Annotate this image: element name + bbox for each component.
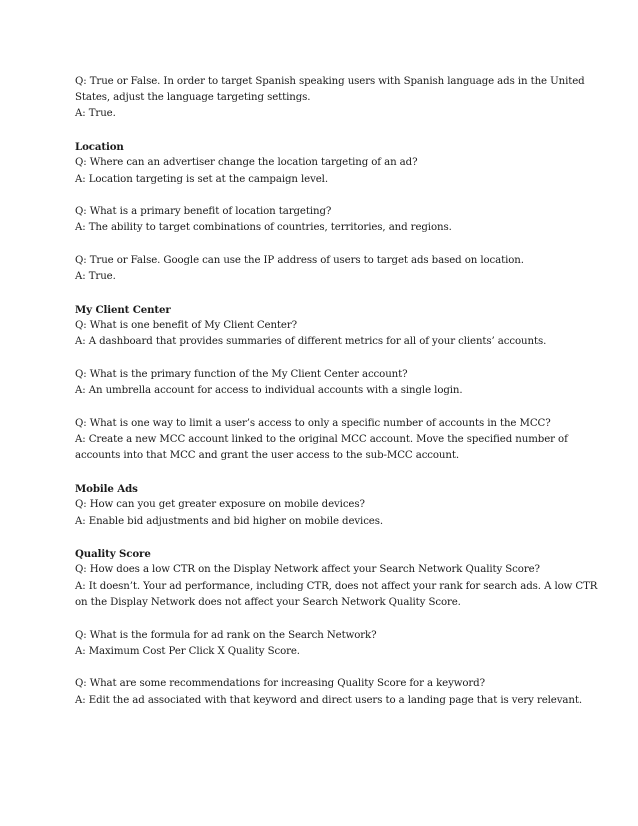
answer-text: A: An umbrella account for access to individual accounts with a single login.	[75, 385, 463, 397]
question-text: Q: How does a low CTR on the Display Network affect your Search Network Quality Score?	[75, 564, 540, 576]
qa-block	[75, 628, 598, 660]
question-text: Q: What is the formula for ad rank on the Search Network?	[75, 629, 377, 641]
qa-block	[75, 74, 598, 123]
question-text: Q: How can you get greater exposure on mobile devices?	[75, 499, 365, 511]
question-text: Q: True or False. In order to target Spanish speaking users with Spanish language ads in the United States, adjust the language targeting settings.	[75, 76, 585, 104]
qa-block	[75, 481, 598, 530]
qa-block	[75, 367, 598, 399]
answer-text: A: Edit the ad associated with that keyword and direct users to a landing page that is very relevant.	[75, 694, 582, 706]
answer-text: A: Maximum Cost Per Click X Quality Score.	[75, 645, 300, 657]
qa-block	[75, 302, 598, 351]
qa-block	[75, 546, 598, 611]
answer-text: A: True.	[75, 108, 116, 120]
qa-block	[75, 139, 598, 188]
question-text: Q: What is a primary benefit of location targeting?	[75, 206, 332, 218]
question-text: Q: What are some recommendations for increasing Quality Score for a keyword?	[75, 678, 485, 690]
question-text: Q: What is one benefit of My Client Center?	[75, 320, 297, 332]
qa-block	[75, 416, 598, 465]
section-heading: Location	[75, 141, 124, 154]
answer-text: A: Enable bid adjustments and bid higher on mobile devices.	[75, 515, 384, 527]
answer-text: A: True.	[75, 271, 116, 283]
question-text: Q: True or False. Google can use the IP address of users to target ads based on location.	[75, 255, 524, 267]
question-text: Q: What is one way to limit a user’s access to only a specific number of accounts in the MCC?	[75, 418, 551, 430]
section-heading: Quality Score	[75, 548, 151, 561]
section-heading: My Client Center	[75, 304, 171, 317]
answer-text: A: Location targeting is set at the campaign level.	[75, 173, 328, 185]
answer-text: A: The ability to target combinations of countries, territories, and regions.	[75, 222, 452, 234]
answer-text: A: Create a new MCC account linked to the original MCC account. Move the specified number of accounts into that MCC and grant the user access to the sub-MCC account.	[75, 434, 568, 462]
answer-text: A: A dashboard that provides summaries of different metrics for all of your clients’ accounts.	[75, 336, 547, 348]
qa-block	[75, 253, 598, 285]
section-heading: Mobile Ads	[75, 483, 138, 496]
answer-text: A: It doesn’t. Your ad performance, including CTR, does not affect your rank for search ads. A low CTR on the Display Network does not affect your Search Network Quality Score.	[75, 580, 598, 608]
question-text: Q: Where can an advertiser change the location targeting of an ad?	[75, 157, 418, 169]
question-text: Q: What is the primary function of the My Client Center account?	[75, 369, 408, 381]
qa-block	[75, 204, 598, 236]
qa-block	[75, 676, 598, 708]
